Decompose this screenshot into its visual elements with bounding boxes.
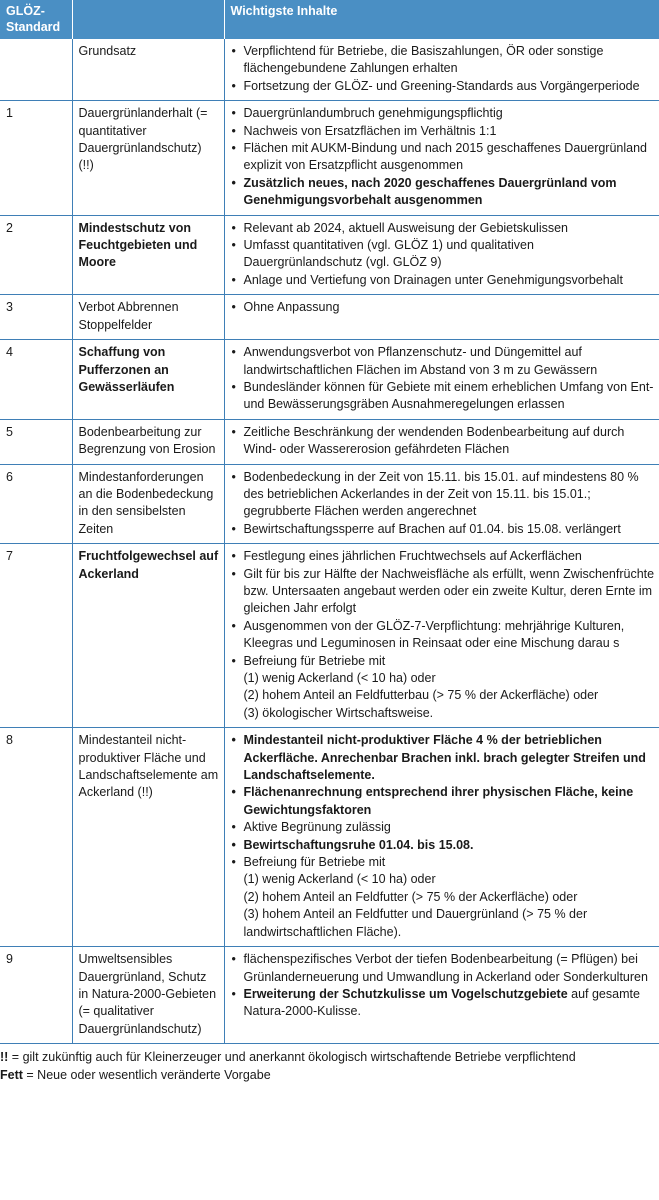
exemption-line: (2) hohem Anteil an Feldfutterbau (> 75 % der Ackerfläche) oder	[243, 688, 599, 703]
exemption-line: (1) wenig Ackerland (< 10 ha) oder	[243, 671, 436, 685]
bullet-list	[230, 469, 657, 539]
standard-contents	[224, 340, 659, 420]
bullet-text: Erweiterung der Schutzkulisse um Vogelschutzgebiete	[243, 986, 568, 1001]
bullet-item	[230, 78, 657, 95]
bullet-text: Bundesländer können für Gebiete mit einem erheblichen Umfang von Ent- und Bewässerungsgräben Ausnahmeregelungen erlassen	[243, 379, 654, 412]
bullet-text: Festlegung eines jährlichen Fruchtwechsels auf Ackerflächen	[243, 549, 582, 564]
bullet-text: Relevant ab 2024, aktuell Ausweisung der Gebietskulissen	[243, 220, 569, 235]
bullet-text: Umfasst quantitativen (vgl. GLÖZ 1) und qualitativen Dauergrünlandschutz (vgl. GLÖZ 9)	[243, 238, 534, 270]
bullet-item	[230, 469, 657, 521]
bullet-list	[230, 548, 657, 722]
exemption-line: (1) wenig Ackerland (< 10 ha) oder	[243, 872, 436, 887]
bullet-text: Bodenbedeckung in der Zeit von 15.11. bis 15.01. auf mindestens 80 % des betrieblichen Ackerlandes in der Zeit von 15.11. bis 15.01.; gegrubberte Flächen werden angerechnet	[243, 469, 639, 519]
standard-number: 4	[0, 340, 72, 420]
bullet-item	[230, 951, 657, 986]
bullet-list	[230, 220, 657, 290]
standard-label: Verbot Abbrennen Stoppelfelder	[72, 295, 224, 340]
standard-label: Mindestschutz von Feuchtgebieten und Moore	[72, 215, 224, 295]
bullet-text: Zeitliche Beschränkung der wendenden Bodenbearbeitung auf durch Wind- oder Wassererosion gefährdeten Flächen	[243, 424, 625, 457]
exemption-line: (3) ökologischer Wirtschaftsweise.	[243, 705, 434, 720]
bullet-text: Bewirtschaftungssperre auf Brachen auf 01.04. bis 15.08. verlängert	[243, 521, 621, 536]
legend	[0, 1044, 659, 1084]
bullet-item	[230, 653, 657, 723]
bullet-list	[230, 951, 657, 1021]
bullet-item	[230, 220, 657, 237]
table-row	[0, 101, 659, 215]
standard-contents	[224, 947, 659, 1044]
bullet-text: Anlage und Vertiefung von Drainagen unter Genehmigungsvorbehalt	[243, 272, 623, 287]
standard-number: 8	[0, 728, 72, 947]
standard-contents	[224, 544, 659, 728]
bullet-item	[230, 43, 657, 78]
standard-number: 5	[0, 419, 72, 464]
bullet-item	[230, 548, 657, 565]
table-row	[0, 419, 659, 464]
standard-number: 1	[0, 101, 72, 215]
standard-number: 7	[0, 544, 72, 728]
bullet-text: Aktive Begrünung zulässig	[243, 820, 391, 835]
bullet-text: Ausgenommen von der GLÖZ-7-Verpflichtung: mehrjährige Kulturen, Kleegras und Leguminosen in Reinsaat oder eine Mischung darau s	[243, 618, 625, 651]
bullet-item	[230, 299, 657, 316]
table-row	[0, 728, 659, 947]
bullet-text: Nachweis von Ersatzflächen im Verhältnis 1:1	[243, 123, 497, 138]
bullet-list	[230, 732, 657, 941]
bullet-item	[230, 854, 657, 941]
standard-number: 6	[0, 464, 72, 544]
standard-label: Fruchtfolgewechsel auf Ackerland	[72, 544, 224, 728]
table-row	[0, 295, 659, 340]
standard-number	[0, 39, 72, 101]
bullet-text: Zusätzlich neues, nach 2020 geschaffenes Dauergrünland vom Genehmigungsvorbehalt ausgenommen	[243, 175, 617, 208]
bullet-item	[230, 837, 657, 854]
bullet-item	[230, 175, 657, 210]
bullet-text: auf gesamte Natura-2000-Kulisse.	[243, 986, 640, 1019]
bullet-text: Flächenanrechnung entsprechend ihrer physischen Fläche, keine Gewichtungsfaktoren	[243, 785, 634, 817]
bullet-list	[230, 424, 657, 459]
table-body	[0, 39, 659, 1044]
bullet-item	[230, 521, 657, 538]
standard-label: Mindestanteil nicht-produktiver Fläche und Landschaftselemente am Ackerland (!!)	[72, 728, 224, 947]
bullet-item	[230, 566, 657, 618]
bullet-item	[230, 986, 657, 1021]
bullet-item	[230, 105, 657, 122]
bullet-item	[230, 784, 657, 819]
standard-contents	[224, 419, 659, 464]
bullet-text: Mindestanteil nicht-produktiver Fläche 4 % der betrieblichen Ackerfläche. Anrechenbar Brachen inkl. brach gelegter Streifen und Landschaftselemente.	[243, 733, 646, 783]
bullet-item	[230, 140, 657, 175]
standard-label: Dauergrünlanderhalt (= quantitativer Dauergrünlandschutz) (!!)	[72, 101, 224, 215]
table-row	[0, 464, 659, 544]
table-row	[0, 39, 659, 101]
bullet-text: Fortsetzung der GLÖZ- und Greening-Standards aus Vorgängerperiode	[243, 78, 640, 93]
bullet-text: Befreiung für Betriebe mit	[243, 653, 386, 668]
bullet-text: Flächen mit AUKM-Bindung und nach 2015 geschaffenes Dauergrünland explizit von Ersatzpflicht ausgenommen	[243, 141, 648, 173]
table-row	[0, 215, 659, 295]
header-standard: GLÖZ- Standard	[0, 0, 72, 39]
standard-contents	[224, 464, 659, 544]
bullet-item	[230, 237, 657, 272]
bullet-list	[230, 299, 657, 316]
bullet-text: Befreiung für Betriebe mit	[243, 855, 386, 870]
legend-text: = Neue oder wesentlich veränderte Vorgabe	[22, 1068, 271, 1083]
standard-contents	[224, 215, 659, 295]
table-row	[0, 340, 659, 420]
bullet-list	[230, 344, 657, 414]
legend-line	[0, 1048, 659, 1066]
header-contents: Wichtigste Inhalte	[224, 0, 659, 39]
standard-contents	[224, 295, 659, 340]
standard-label: Schaffung von Pufferzonen an Gewässerläufen	[72, 340, 224, 420]
standard-contents	[224, 39, 659, 101]
standard-label: Mindestanforderungen an die Bodenbedeckung in den sensibelsten Zeiten	[72, 464, 224, 544]
standard-label: Grundsatz	[72, 39, 224, 101]
bullet-list	[230, 43, 657, 95]
bullet-text: Bewirtschaftungsruhe 01.04. bis 15.08.	[243, 837, 474, 852]
bullet-text: Dauergrünlandumbruch genehmigungspflichtig	[243, 106, 503, 121]
bullet-item	[230, 123, 657, 140]
legend-text: = gilt zukünftig auch für Kleinerzeuger und anerkannt ökologisch wirtschaftende Betriebe verpflichtend	[8, 1050, 576, 1065]
bullet-text: flächenspezifisches Verbot der tiefen Bodenbearbeitung (= Pflügen) bei Grünlanderneuerung und Umwandlung in Ackerland oder Sonderkulturen	[243, 952, 648, 984]
standard-number: 3	[0, 295, 72, 340]
bullet-text: Ohne Anpassung	[243, 300, 340, 315]
table-row	[0, 947, 659, 1044]
standard-contents	[224, 101, 659, 215]
bullet-text: Gilt für bis zur Hälfte der Nachweisfläche als erfüllt, wenn Zwischenfrüchte bzw. Untersaaten angebaut werden oder ein zweite Kultur, deren Ernte im gleichen Jahr erfolgt	[243, 566, 655, 616]
bullet-item	[230, 344, 657, 379]
exemption-line: (2) hohem Anteil an Feldfutter (> 75 % der Ackerfläche) oder	[243, 889, 578, 904]
table-row	[0, 544, 659, 728]
bullet-item	[230, 424, 657, 459]
standard-contents	[224, 728, 659, 947]
bullet-item	[230, 379, 657, 414]
standard-number: 9	[0, 947, 72, 1044]
bullet-text: Anwendungsverbot von Pflanzenschutz- und Düngemittel auf landwirtschaftlichen Flächen im Abstand von 3 m zu Gewässern	[243, 345, 598, 377]
bullet-item	[230, 732, 657, 784]
legend-key: !!	[0, 1050, 9, 1065]
table-header	[0, 0, 659, 39]
standard-number: 2	[0, 215, 72, 295]
bullet-item	[230, 618, 657, 653]
legend-line	[0, 1066, 659, 1084]
bullet-text: Verpflichtend für Betriebe, die Basiszahlungen, ÖR oder sonstige flächengebundene Zahlungen erhalten	[243, 44, 604, 76]
header-topic	[72, 0, 224, 39]
bullet-item	[230, 819, 657, 836]
exemption-line: (3) hohem Anteil an Feldfutter und Dauergrünland (> 75 % der landwirtschaftlichen Fläche).	[243, 907, 588, 939]
bullet-item	[230, 272, 657, 289]
legend-key: Fett	[0, 1068, 23, 1083]
standard-label: Umweltsensibles Dauergrünland, Schutz in Natura-2000-Gebieten (= qualitativer Dauergrünlandschutz)	[72, 947, 224, 1044]
bullet-list	[230, 105, 657, 209]
standard-label: Bodenbearbeitung zur Begrenzung von Erosion	[72, 419, 224, 464]
